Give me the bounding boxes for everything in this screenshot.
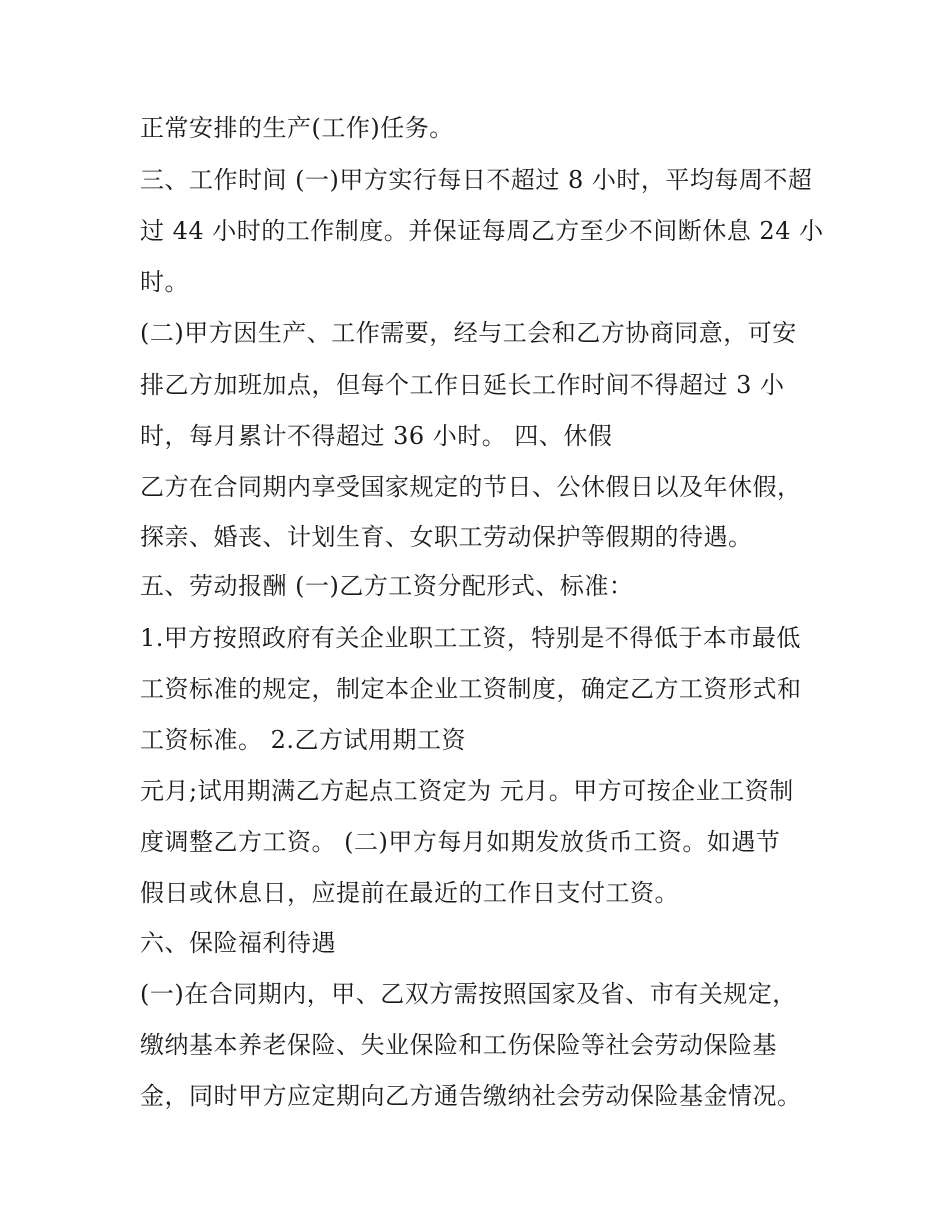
text-line: 探亲、婚丧、计划生育、女职工劳动保护等假期的待遇。 <box>140 523 753 551</box>
text-line: 时。 <box>140 268 189 296</box>
text-line: 工资标准的规定，制定本企业工资制度，确定乙方工资形式和 <box>140 675 802 703</box>
text-line: 排乙方加班加点，但每个工作日延长工作时间不得超过 3 小 <box>140 371 785 399</box>
text-line: 乙方在合同期内享受国家规定的节日、公休假日以及年休假， <box>140 473 802 501</box>
text-line: (二)甲方因生产、工作需要，经与工会和乙方协商同意，可安 <box>140 319 797 347</box>
text-line: 三、工作时间 (一)甲方实行每日不超过 8 小时，平均每周不超 <box>140 166 813 194</box>
text-line: 五、劳动报酬 (一)乙方工资分配形式、标准： <box>140 572 634 600</box>
text-line: 缴纳基本养老保险、失业保险和工伤保险等社会劳动保险基 <box>140 1031 777 1059</box>
text-line: 金，同时甲方应定期向乙方通告缴纳社会劳动保险基金情况。 <box>140 1082 802 1110</box>
text-line: 假日或休息日，应提前在最近的工作日支付工资。 <box>140 879 679 907</box>
text-line: 过 44 小时的工作制度。并保证每周乙方至少不间断休息 24 小 <box>140 217 824 245</box>
text-line: 六、保险福利待遇 <box>140 929 336 957</box>
text-line: 元月;试用期满乙方起点工资定为 元月。甲方可按企业工资制 <box>140 777 794 805</box>
text-line: 度调整乙方工资。 (二)甲方每月如期发放货币工资。如遇节 <box>140 828 781 856</box>
text-line: 正常安排的生产(工作)任务。 <box>140 114 454 142</box>
text-line: 工资标准。 2.乙方试用期工资 <box>140 726 467 754</box>
text-line: 时，每月累计不得超过 36 小时。 四、休假 <box>140 422 613 450</box>
text-line: (一)在合同期内，甲、乙双方需按照国家及省、市有关规定， <box>140 980 797 1008</box>
text-line: 1.甲方按照政府有关企业职工工资，特别是不得低于本市最低 <box>140 624 801 652</box>
